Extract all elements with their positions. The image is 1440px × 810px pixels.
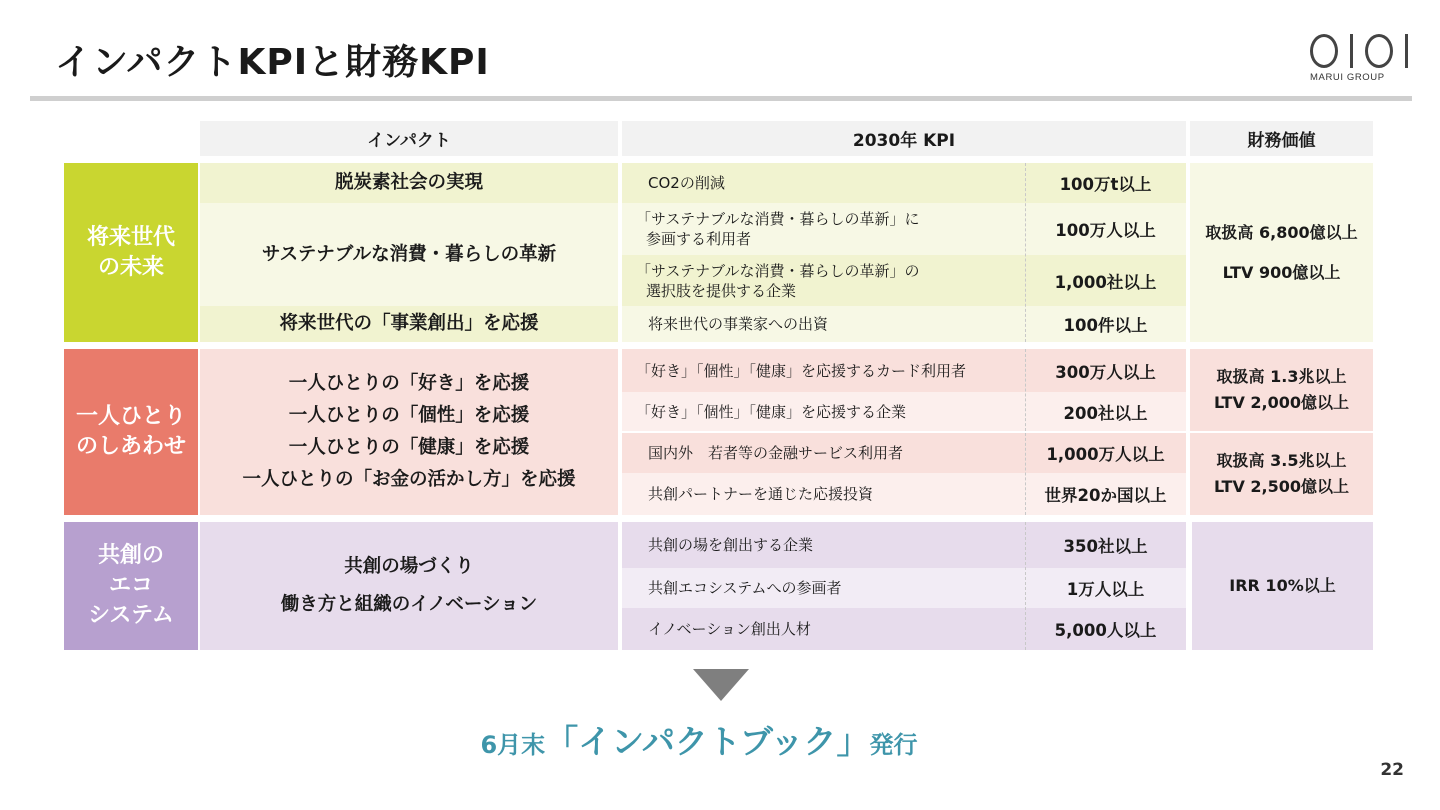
kpi-row-value: 100万t以上 <box>1025 163 1186 203</box>
finance-text: 取扱高 1.3兆以上 <box>1216 367 1347 386</box>
finance-value <box>1190 349 1373 431</box>
finance-text: LTV 2,500億以上 <box>1213 477 1350 496</box>
header-impact: インパクト <box>200 121 618 156</box>
kpi-text: 共創エコシステムへの参画者 <box>648 579 842 597</box>
group-label-individual-happiness <box>64 349 198 515</box>
finance-text: LTV 900億以上 <box>1222 262 1341 282</box>
finance-value <box>1192 522 1373 650</box>
impact-text: 働き方と組織のイノベーション <box>280 594 538 615</box>
impact-text: 一人ひとりの「個性」を応援 <box>288 405 530 426</box>
group-label-future-generations <box>64 163 198 342</box>
page-title: インパクトKPIと財務KPI <box>55 42 490 83</box>
impact-item <box>200 306 618 342</box>
kpi-row-text <box>622 433 1025 473</box>
kpi-text: 国内外 若者等の金融サービス利用者 <box>648 444 904 462</box>
group-label-line: 一人ひとり <box>75 404 186 429</box>
title-divider <box>30 96 1412 101</box>
impact-text: 将来世代の「事業創出」を応援 <box>279 313 539 334</box>
announcement-prefix: 6月末 <box>480 731 546 759</box>
kpi-row-value: 100件以上 <box>1025 306 1186 342</box>
logo-text: MARUI GROUP <box>1310 72 1385 83</box>
kpi-text: 参画する利用者 <box>646 230 752 248</box>
kpi-text: 将来世代の事業家への出資 <box>648 315 829 333</box>
impact-text: 一人ひとりの「健康」を応援 <box>288 437 530 458</box>
finance-value <box>1190 433 1373 515</box>
impact-text: 一人ひとりの「好き」を応援 <box>288 373 530 394</box>
finance-text: LTV 2,000億以上 <box>1213 393 1350 412</box>
kpi-row-text <box>622 568 1025 608</box>
group-label-line: のしあわせ <box>75 434 186 459</box>
kpi-text: 「好き」「個性」「健康」を応援する企業 <box>636 402 907 421</box>
kpi-row-text <box>622 255 1025 306</box>
kpi-text: 共創の場を創出する企業 <box>648 536 814 554</box>
kpi-row-value: 1万人以上 <box>1025 568 1186 608</box>
header-kpi: 2030年 KPI <box>622 121 1186 156</box>
kpi-row-value: 5,000人以上 <box>1025 608 1186 650</box>
group-label-line: の未来 <box>97 254 164 280</box>
group-label-line: 共創の <box>97 543 164 568</box>
header-finance: 財務価値 <box>1190 121 1373 156</box>
kpi-row-value: 100万人以上 <box>1025 203 1186 255</box>
kpi-divider <box>1025 522 1026 650</box>
kpi-row-text <box>622 163 1025 203</box>
group-label-line: システム <box>88 603 174 628</box>
oioi-logo-icon <box>1310 34 1408 68</box>
kpi-text: CO2の削減 <box>648 174 725 192</box>
kpi-text: 「好き」「個性」「健康」を応援するカード利用者 <box>636 361 967 380</box>
kpi-row-value: 1,000万人以上 <box>1025 433 1186 473</box>
kpi-text: 「サステナブルな消費・暮らしの革新」に <box>636 210 920 228</box>
kpi-row-value: 世界20か国以上 <box>1025 473 1186 515</box>
kpi-text: イノベーション創出人材 <box>648 620 811 638</box>
kpi-row-text <box>622 306 1025 342</box>
kpi-divider <box>1025 163 1026 342</box>
kpi-row-value: 300万人以上 <box>1025 349 1186 392</box>
kpi-row-text <box>622 608 1025 650</box>
impact-text: 一人ひとりの「お金の活かし方」を応援 <box>242 469 576 490</box>
kpi-row-text <box>622 203 1025 255</box>
kpi-row-text <box>622 392 1025 431</box>
impact-text: サステナブルな消費・暮らしの革新 <box>261 243 557 265</box>
finance-value <box>1190 163 1373 342</box>
kpi-text: 「サステナブルな消費・暮らしの革新」の <box>636 261 920 280</box>
impact-text: 共創の場づくり <box>344 556 474 577</box>
impact-book-announcement <box>0 716 1398 763</box>
kpi-row-value: 1,000社以上 <box>1025 255 1186 306</box>
kpi-row-value: 200社以上 <box>1025 392 1186 431</box>
down-arrow-icon <box>693 669 749 701</box>
kpi-text: 選択肢を提供する企業 <box>646 281 797 300</box>
kpi-divider <box>1025 349 1026 515</box>
announcement-main: 「インパクトブック」 <box>545 722 870 761</box>
impact-item <box>200 349 618 515</box>
finance-text: IRR 10%以上 <box>1229 576 1336 595</box>
kpi-row-text <box>622 349 1025 392</box>
page-number: 22 <box>1380 760 1404 780</box>
impact-item <box>200 522 618 650</box>
kpi-text: 共創パートナーを通じた応援投資 <box>648 485 874 503</box>
marui-group-logo <box>1310 34 1410 86</box>
finance-text: 取扱高 3.5兆以上 <box>1216 451 1347 470</box>
finance-text: 取扱高 6,800億以上 <box>1205 222 1358 242</box>
announcement-suffix: 発行 <box>869 731 918 759</box>
kpi-row-value: 350社以上 <box>1025 522 1186 568</box>
kpi-row-text <box>622 522 1025 568</box>
impact-text: 脱炭素社会の実現 <box>334 172 483 193</box>
kpi-row-text <box>622 473 1025 515</box>
group-label-co-creation-ecosystem <box>64 522 198 650</box>
impact-item <box>200 163 618 203</box>
group-label-line: 将来世代 <box>86 224 175 250</box>
impact-item <box>200 203 618 306</box>
group-label-line: エコ <box>108 573 153 598</box>
